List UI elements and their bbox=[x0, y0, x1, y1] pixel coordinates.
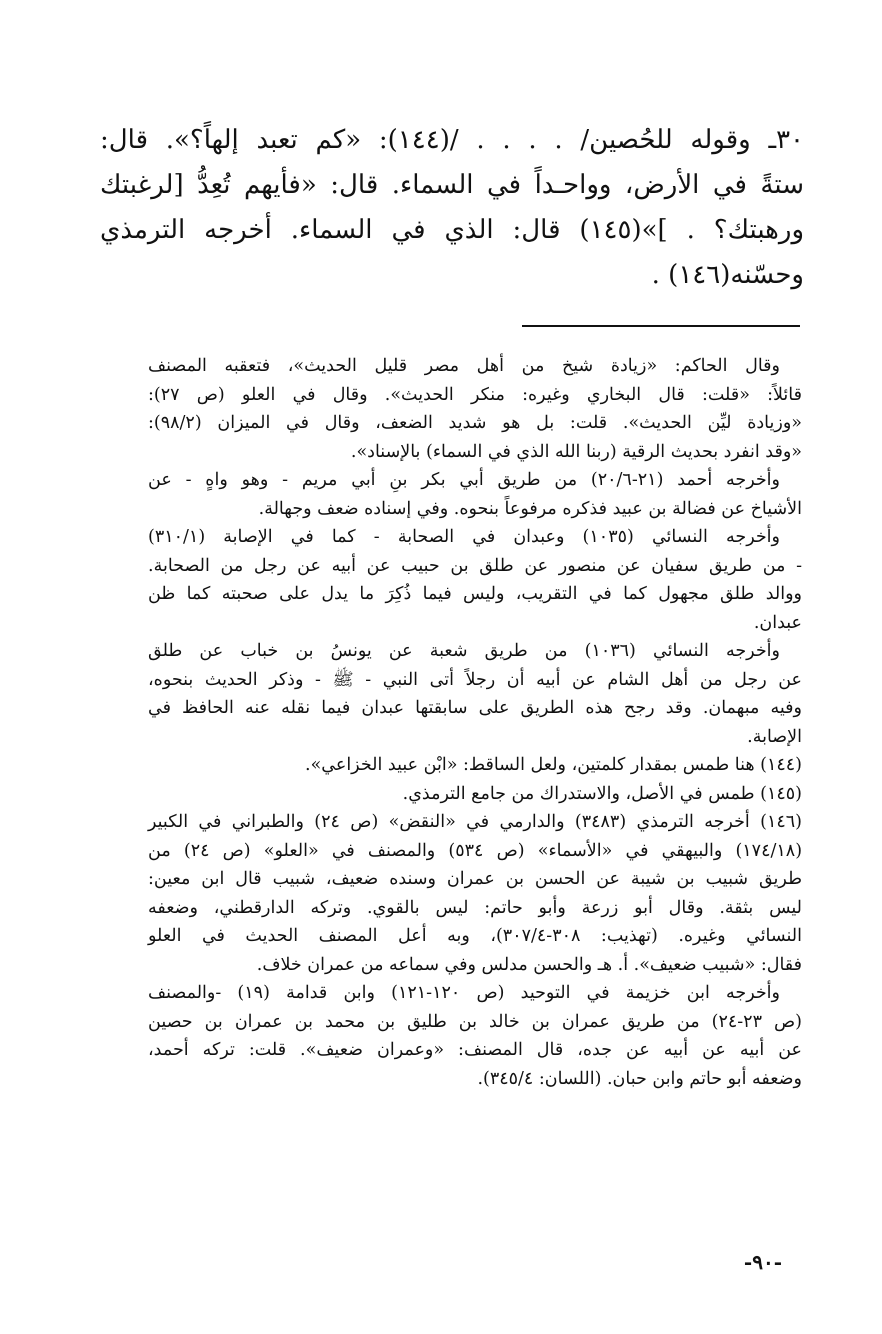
footnote-line: وقال الحاكم: «زيادة شيخ من أهل مصر قليل الحديث»، فتعقبه المصنف bbox=[148, 356, 780, 376]
footnote-line: (١٧٤/١٨) والبيهقي في «الأسماء» (ص ٥٣٤) والمصنف في «العلو» (ص ٢٤) من bbox=[148, 840, 803, 861]
footnote-line: الإصابة. bbox=[747, 726, 802, 747]
footnote-line: وفيه مبهمان. وقد رجح هذه الطريق على سابقتها عبدان فيما نقله عنه الحافظ في bbox=[148, 698, 802, 718]
footnotes bbox=[148, 352, 802, 1093]
footnote-line: عبدان. bbox=[753, 612, 802, 633]
footnote-line: النسائي وغيره. (تهذيب: ٣٠٨-٣٠٧/٤)، وبه أعل المصنف الحديث في العلو bbox=[148, 926, 802, 946]
footnote-line: وأخرجه أحمد (٢١-٢٠/٦) من طريق أبي بكر بنِ أبي مريم - وهو واهٍ - عن bbox=[148, 470, 780, 490]
footnote-line: وأخرجه النسائي (١٠٣٦) من طريق شعبة عن يونسُ بن خباب عن طلق bbox=[148, 641, 780, 661]
footnote-line: (ص ٢٣-٢٤) من طريق عمران بن خالد بن طليق بن محمد بن عمران بن حصين bbox=[148, 1011, 802, 1032]
footnote-line: فقال: «شبيب ضعيف». أ. هـ والحسن مدلس وفي سماعه من عمران خلاف. bbox=[256, 954, 802, 975]
footnote-line: ليس بثقة. وقال أبو زرعة وأبو حاتم: ليس بالقوي. وتركه الدارقطني، وضعفه bbox=[148, 897, 802, 918]
footnote-144: (١٤٤) هنا طمس بمقدار كلمتين، ولعل الساقط: «ابْن عبيد الخزاعي». bbox=[305, 755, 802, 775]
footnote-line: قائلاً: «قلت: قال البخاري وغيره: منكر الحديث». وقال في العلو (ص ٢٧): bbox=[148, 384, 802, 405]
footnote-146: (١٤٦) أخرجه الترمذي (٣٤٨٣) والدارمي في «النقض» (ص ٢٤) والطبراني في الكبير bbox=[148, 812, 802, 832]
page-number: -٩٠- bbox=[743, 1250, 782, 1274]
footnote-line: وضعفه أبو حاتم وابن حبان. (اللسان: ٣٤٥/٤). bbox=[477, 1068, 802, 1089]
footnote-line: «وقد انفرد بحديث الرقية (ربنا الله الذي في السماء) بالإسناد». bbox=[350, 441, 802, 462]
footnote-145: (١٤٥) طمس في الأصل، والاستدراك من جامع الترمذي. bbox=[402, 783, 802, 804]
footnote-line: عن رجل من أهل الشام عن أبيه أن رجلاً أتى النبي - ﷺ - وذكر الحديث بنحوه، bbox=[148, 669, 802, 690]
main-text-line: ورهبتك؟ . ]»(١٤٥) قال: الذي في السماء. أخرجه الترمذي bbox=[100, 215, 804, 245]
footnote-line: - من طريق سفيان عن منصور عن طلق بن حبيب عن أبيه عن رجل من الصحابة. bbox=[148, 555, 803, 576]
footnote-line: طريق شبيب بن شيبة عن الحسن بن عمران وسنده ضعيف، شبيب قال ابن معين: bbox=[148, 869, 802, 889]
footnote-line: ووالد طلق مجهول كما في التقريب، وليس فيما ذُكِرَ ما يدل على صحبته كما ظن bbox=[148, 584, 802, 604]
main-text-line: وحسّنه(١٤٦) . bbox=[651, 260, 804, 290]
footnote-line: الأشياخ عن فضالة بن عبيد فذكره مرفوعاً بنحوه. وفي إسناده ضعف وجهالة. bbox=[258, 498, 802, 519]
main-text-line: ٣٠ـ وقوله للحُصين/ . . . . /(١٤٤): «كم تعبد إلهاً؟». قال: bbox=[100, 125, 804, 155]
footnote-separator bbox=[522, 325, 800, 327]
footnote-line: وأخرجه النسائي (١٠٣٥) وعبدان في الصحابة - كما في الإصابة (٣١٠/١) bbox=[148, 527, 780, 547]
main-text-line: ستةً في الأرض، وواحـداً في السماء. قال: «فأيهم تُعِدُّ [لرغبتك bbox=[100, 170, 804, 200]
main-text bbox=[100, 118, 804, 298]
footnote-line: وأخرجه ابن خزيمة في التوحيد (ص ١٢٠-١٢١) وابن قدامة (١٩) -والمصنف bbox=[148, 983, 780, 1003]
footnote-line: «وزيادة ليِّن الحديث». قلت: بل هو شديد الضعف، وقال في الميزان (٩٨/٢): bbox=[148, 413, 802, 433]
footnote-line: عن أبيه عن أبيه عن جده، قال المصنف: «وعمران ضعيف». قلت: تركه أحمد، bbox=[148, 1040, 802, 1060]
